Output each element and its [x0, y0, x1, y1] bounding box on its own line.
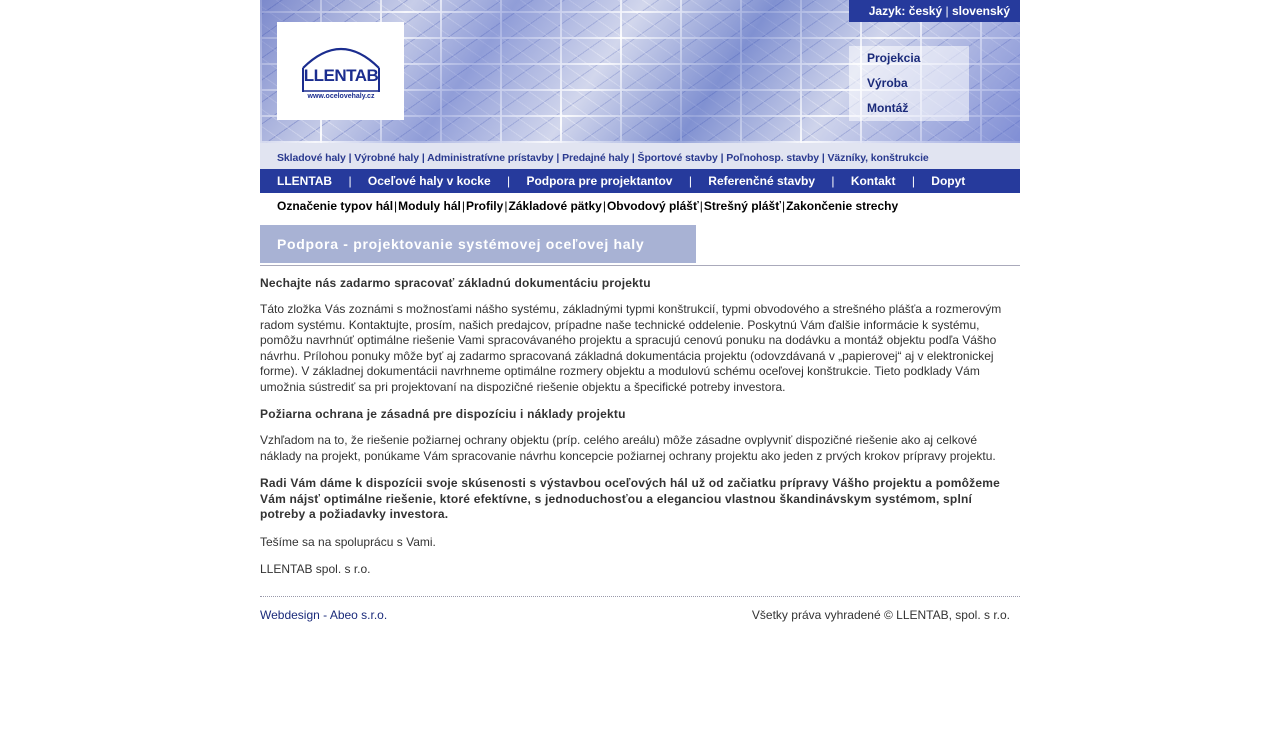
content-heading-2: Požiarna ochrana je zásadná pre dispozíciu i náklady projektu — [260, 407, 626, 421]
language-bar — [849, 0, 1020, 22]
logo-box[interactable] — [277, 22, 404, 120]
category-separator: | — [821, 152, 825, 164]
category-separator: | — [631, 152, 635, 164]
header-banner — [260, 0, 1020, 143]
side-menu-vyroba[interactable]: Výroba — [849, 71, 969, 96]
side-menu-projekcia[interactable]: Projekcia — [849, 46, 969, 71]
footer-webdesign-link[interactable]: Webdesign - Abeo s.r.o. — [260, 607, 388, 622]
subnav-separator: | — [781, 199, 786, 213]
nav-podpora[interactable]: Podpora pre projektantov — [526, 174, 673, 188]
content-paragraph-3: Radi Vám dáme k dispozícii svoje skúsenosti s výstavbou oceľových hál už od začiatku prípravy Vášho projektu a pomôžeme Vám nájsť optimálne riešenie, ktoré efektívne, s jednoduchosťou a eleganciou vlastnou škandinávskym systémom, splní potreby a požiadavky investora. — [260, 476, 1000, 521]
nav-dopyt[interactable]: Dopyt — [931, 174, 966, 188]
subnav-separator: | — [461, 199, 465, 213]
subnav-separator: | — [602, 199, 606, 213]
language-link-cesky[interactable]: český — [908, 4, 943, 18]
category-link-skladove-haly[interactable]: Skladové haly — [277, 152, 346, 164]
logo-name: LLENTAB — [303, 66, 379, 85]
side-menu-montaz[interactable]: Montáž — [849, 96, 969, 121]
language-separator: | — [945, 4, 949, 18]
sub-nav — [260, 193, 1020, 219]
nav-llentab[interactable]: LLENTAB — [277, 174, 333, 188]
category-separator: | — [556, 152, 560, 164]
subnav-zakladove-patky[interactable]: Základové pätky — [508, 199, 602, 213]
content-paragraph-1: Táto zložka Vás zoznámi s možnosťami nášho systému, základnými typmi konštrukcií, typmi obvodového a strešného plášťa a rozmerovým radom systému. Kontaktujte, prosím, našich predajcov, prípadne naše technické oddelenie. Poskytnú Vám ďalšie informácie k systému, pomôžu navrhnúť optimálne riešenie Vami spracovávaného projektu a spracujú cenovú ponuku na dodávku a montáž objektu podľa Vášho návrhu. Prílohou ponuky môže byť aj zadarmo spracovaná základná dokumentácia projektu (odovzdávaná v „papierovej“ aj v elektronickej forme). V základnej dokumentácii navrhneme optimálne rozmery objektu a modulovú schému oceľovej konštrukcie. Tieto podklady Vám umožnia sústrediť sa pri projektovaní na dispozičné riešenie objektu a špecifické potreby investora. — [260, 302, 1002, 394]
language-label: Jazyk: — [868, 4, 906, 18]
category-link-vyrobne-haly[interactable]: Výrobné haly — [354, 152, 419, 164]
category-link-sportove-stavby[interactable]: Športové stavby — [637, 152, 718, 164]
category-separator: | — [348, 152, 352, 164]
language-link-slovensky[interactable]: slovenský — [951, 4, 1010, 18]
footer-copyright: Všetky práva vyhradené © LLENTAB, spol. s r.o. — [751, 607, 1010, 622]
nav-ocelove-haly[interactable]: Oceľové haly v kocke — [367, 174, 491, 188]
subnav-moduly[interactable]: Moduly hál — [398, 199, 461, 213]
subnav-separator: | — [394, 199, 398, 213]
nav-separator: | — [688, 174, 692, 188]
main-content — [260, 266, 1020, 578]
page-title: Podpora - projektovanie systémovej oceľovej haly — [260, 225, 696, 263]
header-side-menu — [849, 46, 969, 121]
nav-separator: | — [911, 174, 915, 188]
subnav-stresny-plast[interactable]: Strešný plášť — [703, 199, 781, 213]
subnav-zakoncenie-strechy[interactable]: Zakončenie strechy — [786, 199, 899, 213]
category-bar — [260, 143, 1020, 169]
category-separator: | — [421, 152, 425, 164]
subnav-oznacenie[interactable]: Označenie typov hál — [277, 199, 394, 213]
nav-separator: | — [506, 174, 511, 188]
category-link-vazniky[interactable]: Väzníky, konštrukcie — [827, 152, 929, 164]
page — [260, 0, 1020, 637]
category-separator: | — [720, 152, 724, 164]
content-paragraph-5: LLENTAB spol. s r.o. — [260, 562, 371, 576]
subnav-separator: | — [504, 199, 508, 213]
category-link-predajne-haly[interactable]: Predajné haly — [562, 152, 630, 164]
category-link-polnohosp[interactable]: Poľnohosp. stavby — [726, 152, 820, 164]
footer — [260, 596, 1020, 637]
content-paragraph-4: Tešíme sa na spoluprácu s Vami. — [260, 534, 436, 549]
llentab-logo — [299, 38, 383, 108]
main-nav — [260, 169, 1020, 193]
nav-separator: | — [831, 174, 835, 188]
content-paragraph-2: Vzhľadom na to, že riešenie požiarnej ochrany objektu (príp. celého areálu) môže zásadne ovplyvniť dispozičné riešenie ako aj celkové náklady na projekt, ponúkame Vám spracovanie návrhu koncepcie požiarnej ochrany projektu ako jeden z prvých krokov prípravy projektu. — [260, 433, 996, 463]
heading-row — [260, 225, 1020, 266]
logo-url: www.ocelovehaly.cz — [307, 93, 375, 100]
nav-referencne-stavby[interactable]: Referenčné stavby — [708, 174, 815, 188]
subnav-obvodovy-plast[interactable]: Obvodový plášť — [606, 199, 699, 213]
nav-separator: | — [348, 174, 352, 188]
subnav-separator: | — [699, 199, 703, 213]
content-heading-1: Nechajte nás zadarmo spracovať základnú dokumentáciu projektu — [260, 276, 651, 290]
category-link-administrativne[interactable]: Administratívne prístavby — [427, 152, 554, 164]
nav-kontakt[interactable]: Kontakt — [850, 174, 896, 188]
subnav-profily[interactable]: Profily — [465, 199, 504, 213]
